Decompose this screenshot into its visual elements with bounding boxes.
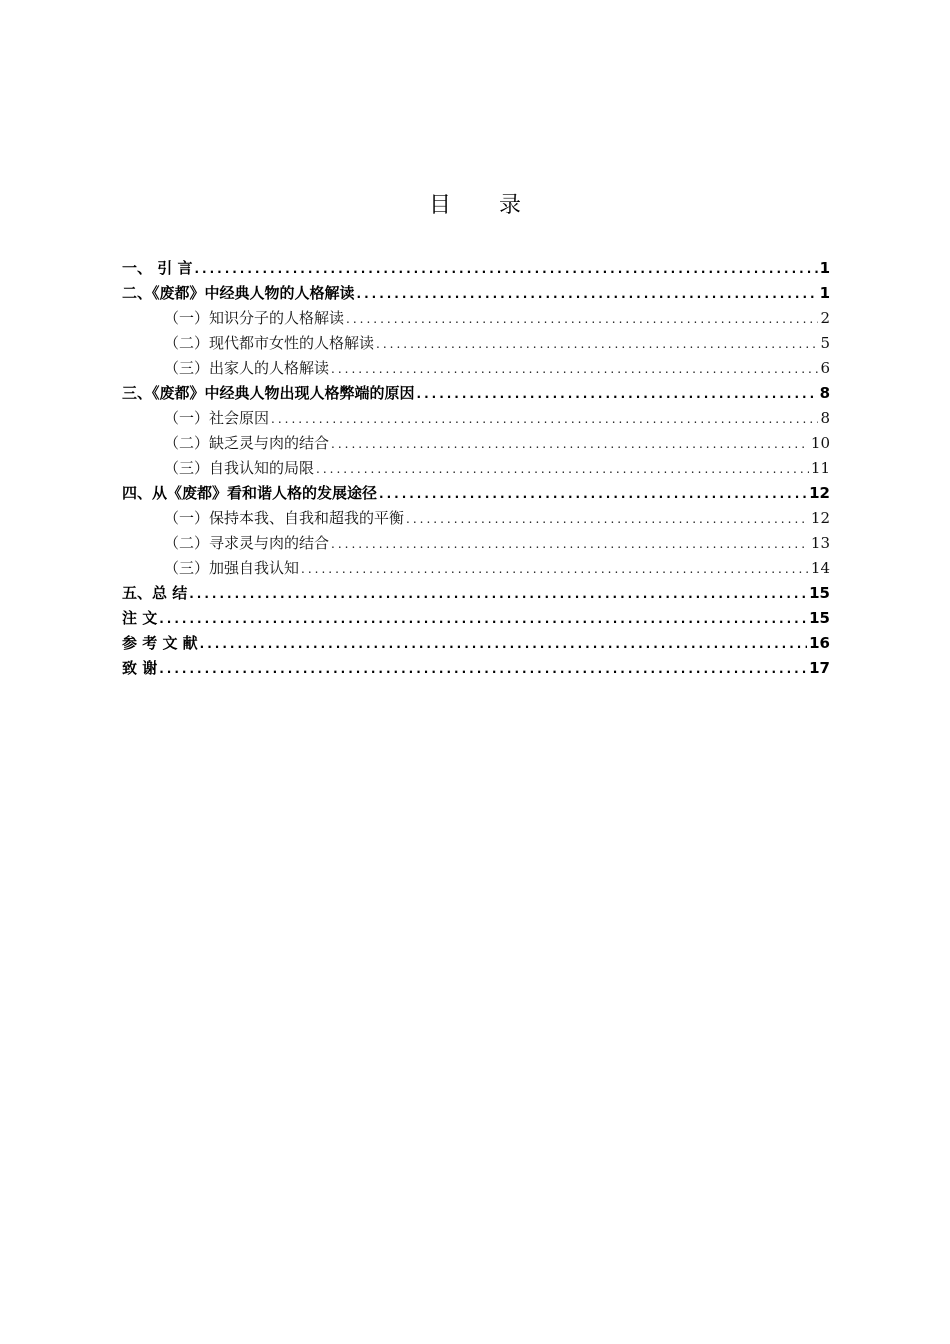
toc-subentry[interactable] xyxy=(122,331,830,356)
toc-leader-dots xyxy=(316,457,809,481)
toc-entry-page: 11 xyxy=(810,459,830,477)
toc-entry-page: 12 xyxy=(810,509,830,527)
toc-title-char-1: 目 xyxy=(428,193,451,218)
toc-entry-label: （一）保持本我、自我和超我的平衡 xyxy=(164,509,405,527)
toc-entry-page: 8 xyxy=(820,409,830,427)
toc-entry-label: 注 文 xyxy=(122,609,158,627)
toc-entry-label: 三、《废都》中经典人物出现人格弊端的原因 xyxy=(122,384,415,402)
toc-entry[interactable] xyxy=(122,631,830,656)
toc-entry-page: 1 xyxy=(819,284,830,302)
toc-title xyxy=(0,188,950,219)
toc-subentry[interactable] xyxy=(122,531,830,556)
toc-entry-page: 8 xyxy=(819,384,830,402)
toc-leader-dots xyxy=(346,307,818,331)
toc-entry-page: 16 xyxy=(809,634,830,652)
toc-subentry[interactable] xyxy=(122,456,830,481)
toc-entry-label: 四、从《废都》看和谐人格的发展途径 xyxy=(122,484,378,502)
toc-leader-dots xyxy=(331,432,809,456)
toc-entry-label: （一）知识分子的人格解读 xyxy=(164,309,345,327)
toc-subentry[interactable] xyxy=(122,506,830,531)
toc-entry-page: 5 xyxy=(820,334,830,352)
toc-entry-page: 13 xyxy=(810,534,830,552)
toc-entry-page: 6 xyxy=(820,359,830,377)
toc-leader-dots xyxy=(194,257,817,281)
toc-leader-dots xyxy=(159,607,807,631)
toc-entry-label: 一、 引 言 xyxy=(122,259,193,277)
toc-leader-dots xyxy=(379,482,807,506)
toc-entry-page: 17 xyxy=(809,659,830,677)
toc-title-char-2: 录 xyxy=(499,193,522,218)
toc-entry-page: 12 xyxy=(809,484,830,502)
toc-entry-page: 15 xyxy=(809,584,830,602)
toc-entry-page: 2 xyxy=(820,309,830,327)
toc-leader-dots xyxy=(357,282,818,306)
toc-entry-page: 14 xyxy=(810,559,830,577)
toc-entry[interactable] xyxy=(122,481,830,506)
toc-subentry[interactable] xyxy=(122,431,830,456)
toc-entry-label: （三）加强自我认知 xyxy=(164,559,300,577)
toc-entry-page: 10 xyxy=(810,434,830,452)
toc-leader-dots xyxy=(331,532,809,556)
toc-entry[interactable] xyxy=(122,281,830,306)
toc-entry-label: （一）社会原因 xyxy=(164,409,270,427)
toc-leader-dots xyxy=(301,557,809,581)
toc-entry-page: 15 xyxy=(809,609,830,627)
toc-leader-dots xyxy=(331,357,818,381)
toc-list xyxy=(122,256,830,681)
toc-leader-dots xyxy=(200,632,807,656)
toc-leader-dots xyxy=(189,582,807,606)
toc-entry-page: 1 xyxy=(819,259,830,277)
toc-entry-label: 五、总 结 xyxy=(122,584,188,602)
toc-entry-label: （二）缺乏灵与肉的结合 xyxy=(164,434,330,452)
toc-entry-label: （二）现代都市女性的人格解读 xyxy=(164,334,375,352)
toc-entry-label: （三）出家人的人格解读 xyxy=(164,359,330,377)
toc-subentry[interactable] xyxy=(122,556,830,581)
toc-entry-label: 参 考 文 献 xyxy=(122,634,198,652)
toc-entry-label: 致 谢 xyxy=(122,659,158,677)
toc-entry-label: （三）自我认知的局限 xyxy=(164,459,315,477)
toc-subentry[interactable] xyxy=(122,306,830,331)
toc-subentry[interactable] xyxy=(122,356,830,381)
toc-entry[interactable] xyxy=(122,581,830,606)
toc-leader-dots xyxy=(271,407,818,431)
toc-entry[interactable] xyxy=(122,256,830,281)
toc-leader-dots xyxy=(406,507,809,531)
toc-subentry[interactable] xyxy=(122,406,830,431)
toc-leader-dots xyxy=(417,382,818,406)
toc-entry-label: 二、《废都》中经典人物的人格解读 xyxy=(122,284,355,302)
toc-leader-dots xyxy=(159,657,807,681)
toc-entry[interactable] xyxy=(122,656,830,681)
toc-entry[interactable] xyxy=(122,381,830,406)
toc-entry[interactable] xyxy=(122,606,830,631)
toc-entry-label: （二）寻求灵与肉的结合 xyxy=(164,534,330,552)
toc-leader-dots xyxy=(376,332,818,356)
